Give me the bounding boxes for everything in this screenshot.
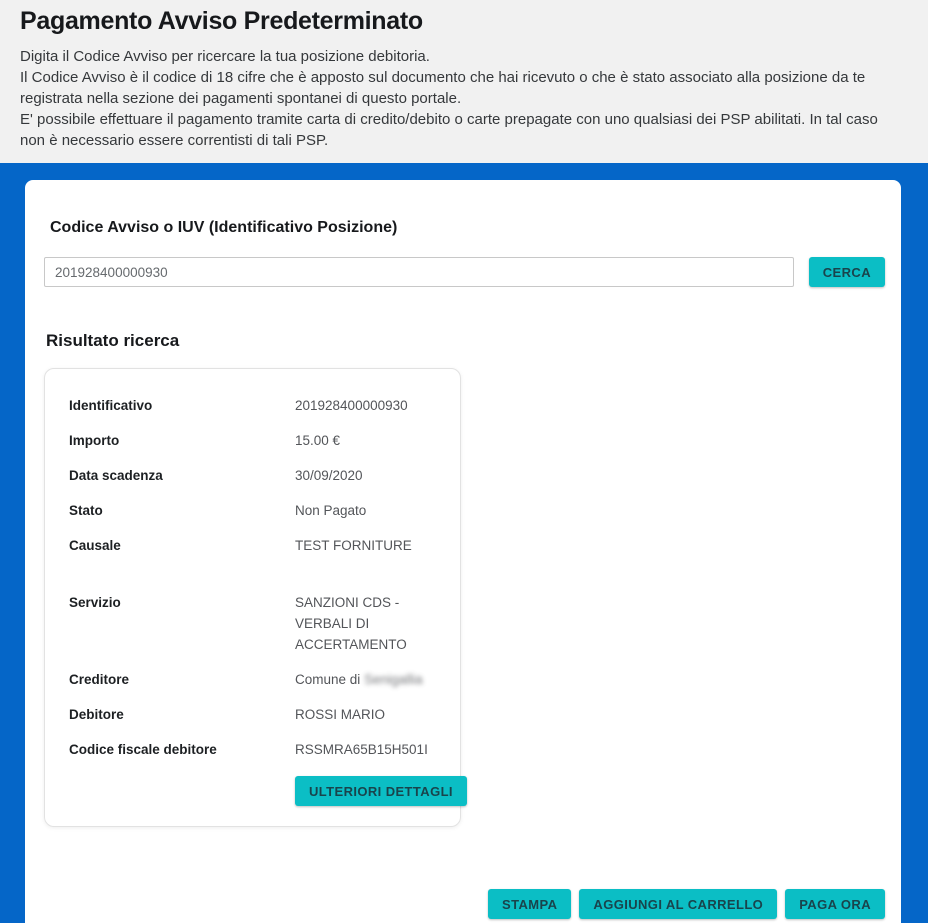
main-panel-background (0, 163, 928, 923)
field-label: Data scadenza (69, 468, 163, 483)
page-header (0, 0, 928, 163)
main-card (25, 180, 901, 923)
field-value: ROSSI MARIO (295, 707, 386, 722)
field-row-servizio (69, 592, 436, 655)
creditor-redacted-text: Senigallia (364, 672, 423, 687)
field-label: Stato (69, 503, 103, 518)
intro-line-1: Digita il Codice Avviso per ricercare la tua posizione debitoria. (20, 48, 430, 65)
pay-now-button[interactable]: PAGA ORA (785, 889, 885, 919)
result-card (44, 368, 461, 827)
field-row-causale (69, 535, 436, 556)
field-row-identificativo (69, 395, 436, 416)
field-value: 30/09/2020 (295, 468, 363, 483)
field-row-importo (69, 430, 436, 451)
field-value status-value: Non Pagato (295, 503, 367, 518)
field-value: SANZIONI CDS - VERBALI DI ACCERTAMENTO (295, 595, 407, 652)
field-value: RSSMRA65B15H501I (295, 742, 428, 757)
field-label: Creditore (69, 672, 130, 687)
field-label: Codice fiscale debitore (69, 742, 217, 757)
field-value: 201928400000930 (295, 398, 408, 413)
results-heading: Risultato ricerca (46, 331, 180, 350)
field-label: Causale (69, 538, 121, 553)
field-row-debitore (69, 704, 436, 725)
ulteriori-dettagli-button[interactable]: ULTERIORI DETTAGLI (295, 776, 467, 806)
actions-bar (44, 889, 885, 919)
field-row-data-scadenza (69, 465, 436, 486)
intro-line-2: Il Codice Avviso è il codice di 18 cifre che è apposto sul documento che hai ricevuto o che è stato associato alla posizione da te registrata nella sezione dei pagamenti spontanei di questo portale. (20, 69, 866, 107)
field-value: TEST FORNITURE (295, 538, 412, 553)
search-row (44, 257, 885, 287)
search-button[interactable]: CERCA (809, 257, 885, 287)
print-button[interactable]: STAMPA (488, 889, 571, 919)
field-label: Debitore (69, 707, 124, 722)
field-label: Identificativo (69, 398, 153, 413)
search-label: Codice Avviso o IUV (Identificativo Posizione) (50, 219, 398, 236)
page-title: Pagamento Avviso Predeterminato (20, 7, 423, 35)
details-button-row (69, 776, 453, 806)
search-input[interactable] (44, 257, 794, 287)
field-value: 15.00 € (295, 433, 341, 448)
field-row-codice-fiscale (69, 739, 436, 760)
field-label: Importo (69, 433, 120, 448)
field-row-stato (69, 500, 436, 521)
field-row-creditore (69, 669, 436, 690)
intro-line-3: E' possibile effettuare il pagamento tramite carta di credito/debito o carte prepagate con uno qualsiasi dei PSP abilitati. In tal caso non è necessario essere correntisti di tali PSP. (20, 111, 878, 149)
add-to-cart-button[interactable]: AGGIUNGI AL CARRELLO (579, 889, 777, 919)
field-value (295, 669, 423, 690)
field-label: Servizio (69, 595, 121, 610)
intro-text (20, 46, 906, 151)
creditor-visible-text: Comune di (295, 672, 361, 687)
